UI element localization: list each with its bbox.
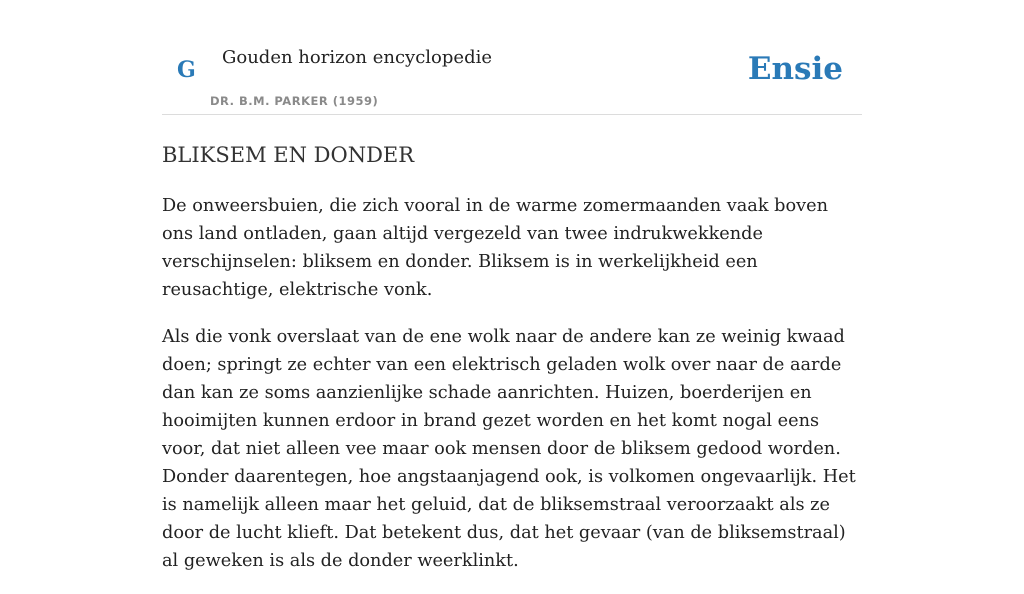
article-title: BLIKSEM EN DONDER xyxy=(162,143,415,167)
brand-logo[interactable]: Ensie xyxy=(747,51,843,87)
source-header xyxy=(162,30,862,115)
article-paragraph: De onweersbuien, die zich vooral in de warme zomermaanden vaak boven ons land ontladen, gaan altijd vergezeld van twee indrukwekkende verschijnselen: bliksem en donder. Bliksem is in werkelijkheid een reusachtige, elektrische vonk. xyxy=(162,196,828,300)
article-paragraph: Als die vonk overslaat van de ene wolk naar de andere kan ze weinig kwaad doen; springt ze echter van een elektrisch geladen wolk over naar de aarde dan kan ze soms aanzienlijke schade aanrichten. Huizen, boerderijen en hooimijten kunnen erdoor in brand gezet worden en het komt nogal eens voor, dat niet alleen vee maar ook mensen door de bliksem gedood worden. Donder daarentegen, hoe angstaanjagend ook, is volkomen ongevaarlijk. Het is namelijk alleen maar het geluid, dat de bliksemstraal veroorzaakt als ze door de lucht klieft. Dat betekent dus, dat het gevaar (van de bliksemstraal) al geweken is als de donder weerklinkt. xyxy=(162,327,856,571)
source-author: DR. B.M. PARKER (1959) xyxy=(210,94,379,108)
source-logo-icon[interactable]: G xyxy=(177,57,196,83)
article-body xyxy=(162,192,862,594)
source-book-title[interactable]: Gouden horizon encyclopedie xyxy=(222,47,492,68)
